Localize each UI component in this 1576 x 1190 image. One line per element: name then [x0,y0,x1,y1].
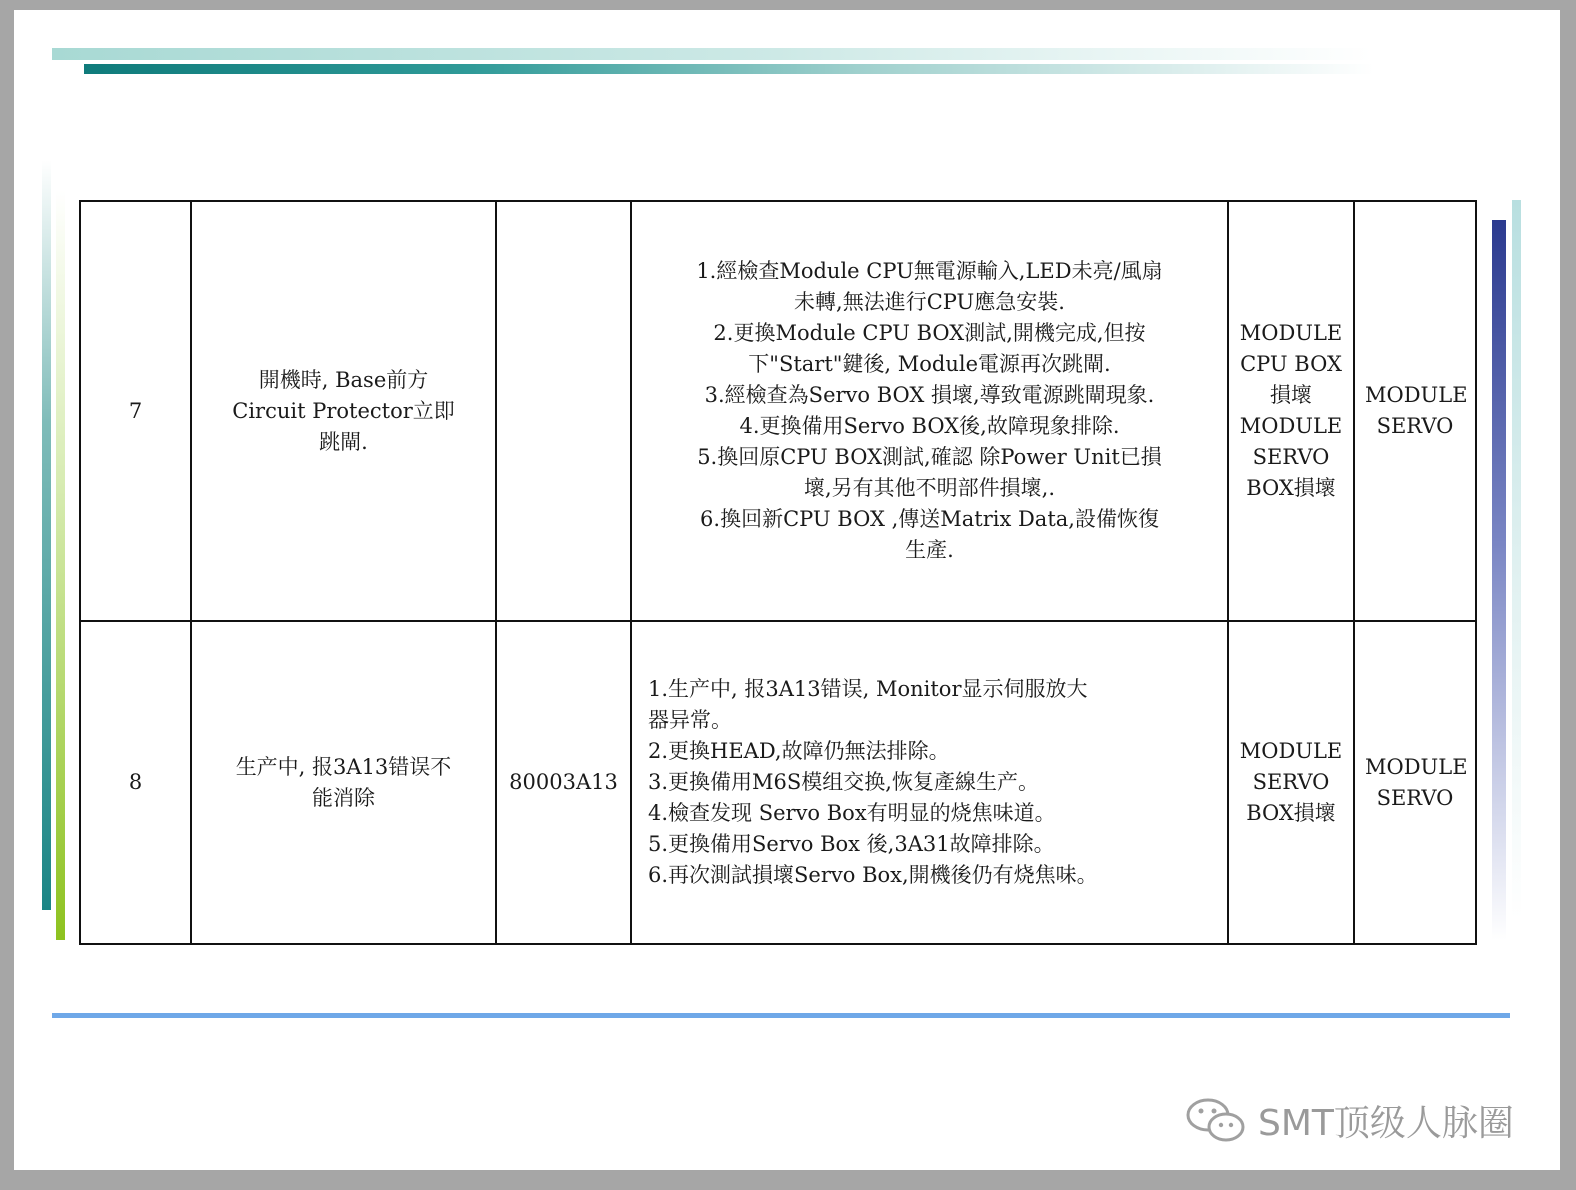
part-cell: MODULE SERVO [1354,621,1476,944]
row-number: 7 [80,201,191,621]
decor-bar-left-teal [42,160,51,910]
table-row [80,621,1476,944]
steps-cell: 1.生产中, 报3A13错误, Monitor显示伺服放大 器异常。 2.更換HEAD,故障仍無法排除。 3.更換備用M6S模组交换,恢复產線生产。 4.檢查发现 Servo Box有明显的烧焦味道。 5.更換備用Servo Box 後,3A31故障排除。 6.再次測試損壞Servo Box,開機後仍有烧焦味。 [631,621,1228,944]
troubleshooting-table [79,200,1477,945]
cause-cell: MODULE CPU BOX 損壞 MODULE SERVO BOX損壞 [1228,201,1354,621]
error-code-cell [496,201,631,621]
symptom-cell: 生产中, 报3A13错误不 能消除 [191,621,496,944]
decor-bar-right-navy [1492,220,1506,940]
watermark-text: SMT顶级人脉圈 [1258,1102,1514,1144]
decor-bar-left-green [56,190,65,940]
decor-bar-right-light [1512,200,1521,920]
symptom-cell: 開機時, Base前方 Circuit Protector立即 跳閘. [191,201,496,621]
cause-cell: MODULE SERVO BOX損壞 [1228,621,1354,944]
table-row [80,201,1476,621]
decor-bar-bottom [52,1013,1510,1018]
wechat-icon [1184,1095,1248,1145]
steps-cell: 1.經檢查Module CPU無電源輸入,LED未亮/風扇 未轉,無法進行CPU應急安裝. 2.更換Module CPU BOX測試,開機完成,但按 下"Start"鍵後, Module電源再次跳閘. 3.經檢查為Servo BOX 損壞,導致電源跳閘現象. 4.更換備用Servo BOX後,故障現象排除. 5.換回原CPU BOX測試,確認 除Power Unit已損 壞,另有其他不明部件損壞,. 6.換回新CPU BOX ,傳送Matrix Data,設備恢復 生產. [631,201,1228,621]
watermark [1184,1095,1514,1145]
slide [14,10,1560,1170]
part-cell: MODULE SERVO [1354,201,1476,621]
decor-bar-top-light [52,48,1372,60]
decor-bar-top-dark [84,64,1374,74]
error-code-cell: 80003A13 [496,621,631,944]
row-number: 8 [80,621,191,944]
